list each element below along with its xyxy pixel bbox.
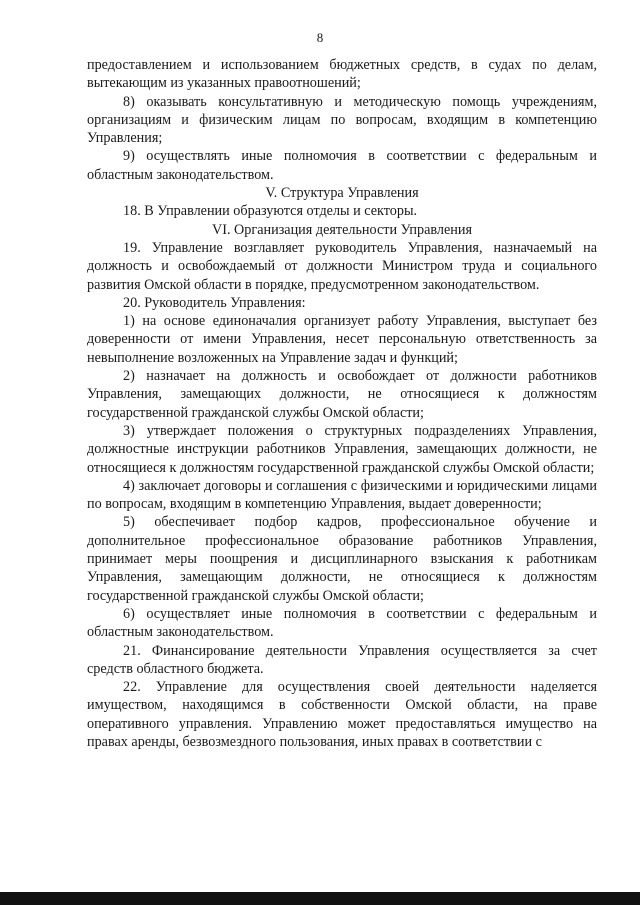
paragraph: 6) осуществляет иные полномочия в соответствии с федеральным и областным законодательством.: [87, 605, 597, 641]
paragraph: 8) оказывать консультативную и методическую помощь учреждениям, организациям и физическим лицам по вопросам, входящим в компетенцию Управления;: [87, 93, 597, 147]
section-heading-5: V. Структура Управления: [265, 185, 419, 202]
paragraph: 22. Управление для осуществления своей деятельности наделяется имуществом, находящимся в собственности Омской области, на праве оперативного управления. Управлению может предоставляться имущество на правах аренды, безвозмездного пользования, иных правах в соответствии с: [87, 679, 597, 750]
paragraph: 2) назначает на должность и освобождает от должности работников Управления, замещающих должности, не относящиеся к должностям государственной гражданской службы Омской области;: [87, 368, 597, 421]
paragraph: 18. В Управлении образуются отделы и секторы.: [123, 203, 418, 220]
paragraph: 9) осуществлять иные полномочия в соответствии с федеральным и областным законодательством.: [87, 148, 597, 183]
paragraph: 19. Управление возглавляет руководитель Управления, назначаемый на должность и освобождаемый от должности Министром труда и социального развития Омской области в порядке, предусмотренном законодательством.: [87, 239, 597, 293]
paragraph: 1) на основе единоначалия организует работу Управления, выступает без доверенности от имени Управления, несет персональную ответственность за невыполнение возложенных на Управление задач и функций;: [87, 313, 597, 366]
scan-edge: [0, 892, 640, 905]
section-heading-6: VI. Организация деятельности Управления: [211, 221, 472, 238]
paragraph: 21. Финансирование деятельности Управления осуществляется за счет средств областного бюджета.: [87, 642, 597, 677]
paragraph: 20. Руководитель Управления:: [123, 294, 306, 311]
paragraph: 4) заключает договоры и соглашения с физическими и юридическими лицами по вопросам, входящим в компетенцию Управления, выдает доверенности;: [87, 477, 597, 513]
paragraph: 5) обеспечивает подбор кадров, профессиональное обучение и дополнительное профессиональное образование работников Управления, принимает меры поощрения и дисциплинарного взыскания к работникам Управления, замещающим должности, не относящиеся к должностям государственной гражданской службы Омской области;: [87, 514, 597, 604]
document-body: [87, 56, 597, 751]
paragraph: 3) утверждает положения о структурных подразделениях Управления, должностные инструкции работников Управления, замещающих должности, не относящиеся к должностям государственной гражданской службы Омской области;: [87, 422, 597, 476]
paragraph: предоставлением и использованием бюджетных средств, в судах по делам, вытекающим из указанных правоотношений;: [87, 57, 597, 92]
page-number: 8: [316, 30, 324, 45]
